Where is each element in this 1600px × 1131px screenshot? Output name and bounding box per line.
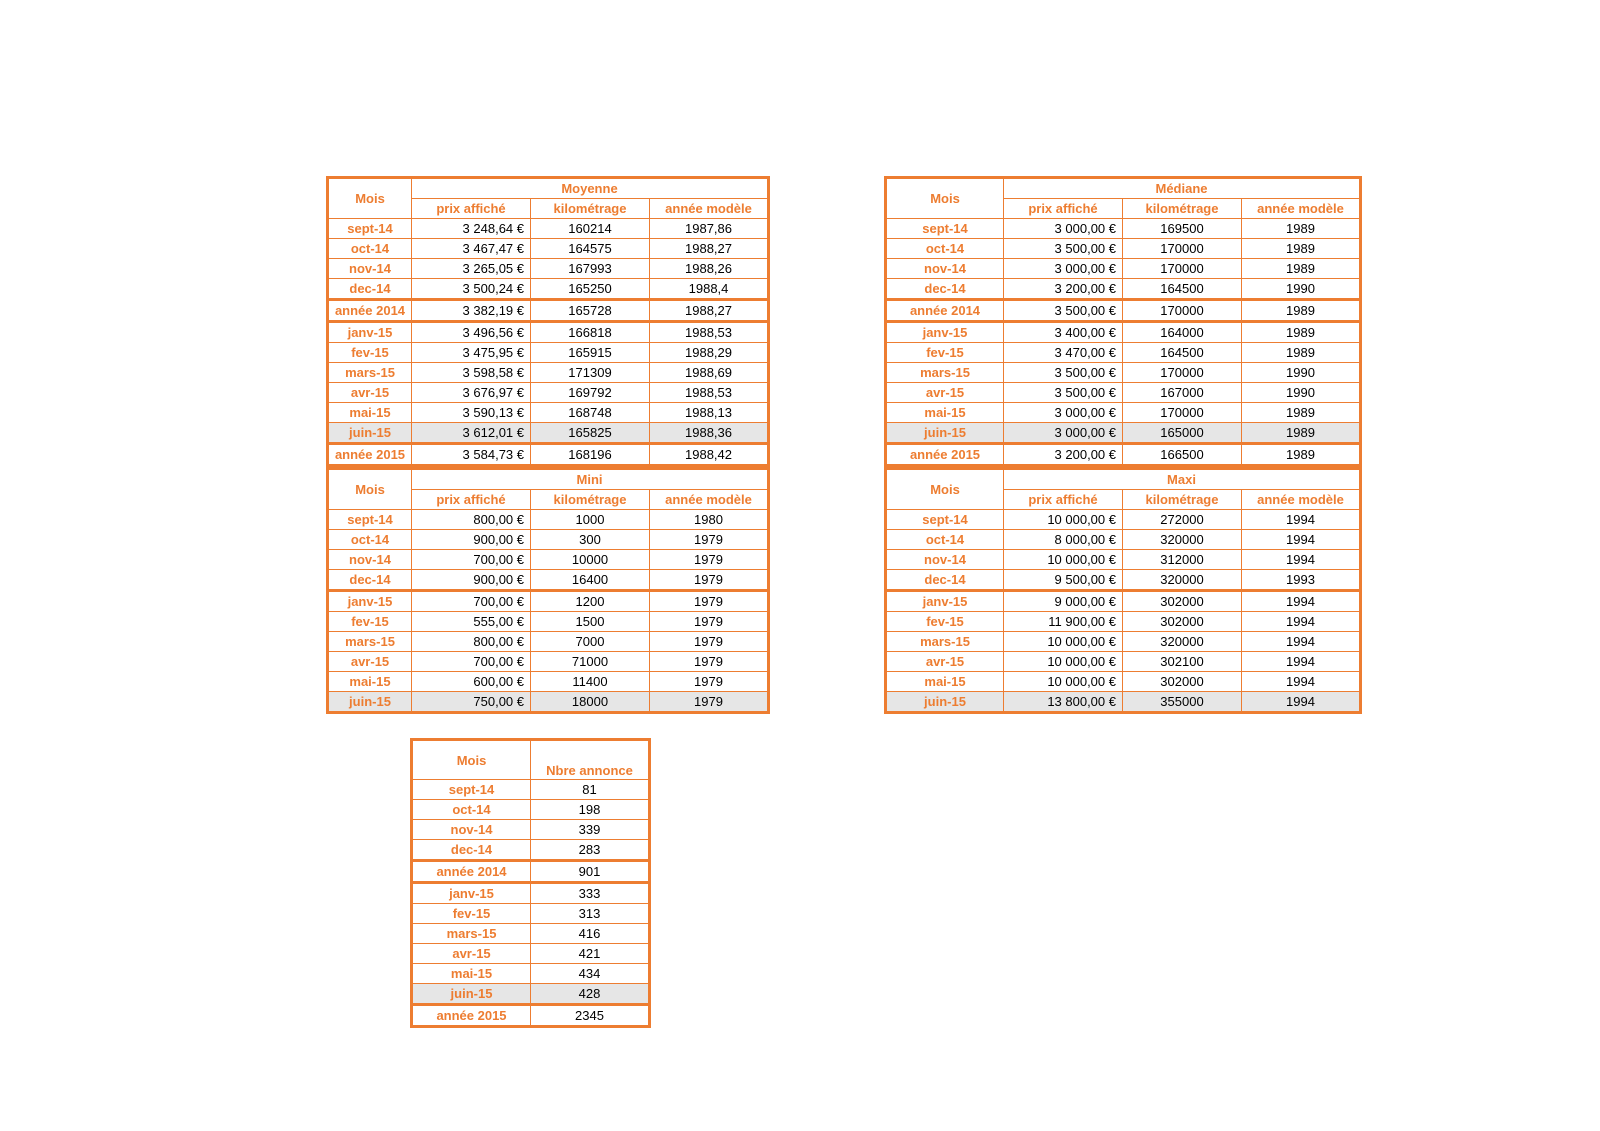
cell-prix: 10 000,00 € — [1004, 652, 1123, 672]
maxi-table — [884, 467, 1362, 714]
cell-km: 168748 — [531, 403, 650, 423]
cell-prix: 10 000,00 € — [1004, 632, 1123, 652]
cell-annee: 1988,27 — [650, 239, 769, 259]
cell-km: 71000 — [531, 652, 650, 672]
table-row — [886, 530, 1361, 550]
group-title: Médiane — [1004, 178, 1361, 199]
table-row — [328, 632, 769, 652]
col-header-km: kilométrage — [531, 490, 650, 510]
cell-prix: 3 590,13 € — [412, 403, 531, 423]
cell-nbre: 333 — [531, 883, 650, 904]
row-label-mois: juin-15 — [328, 692, 412, 713]
cell-prix: 3 000,00 € — [1004, 403, 1123, 423]
cell-nbre: 901 — [531, 861, 650, 883]
cell-nbre: 2345 — [531, 1005, 650, 1027]
row-label-mois: janv-15 — [886, 591, 1004, 612]
cell-prix: 9 500,00 € — [1004, 570, 1123, 591]
row-label-mois: avr-15 — [328, 383, 412, 403]
cell-prix: 3 598,58 € — [412, 363, 531, 383]
table-row — [886, 510, 1361, 530]
cell-annee: 1994 — [1242, 672, 1361, 692]
cell-nbre: 428 — [531, 984, 650, 1005]
cell-km: 320000 — [1123, 570, 1242, 591]
annonces-table — [410, 738, 651, 1028]
col-header-prix: prix affiché — [1004, 490, 1123, 510]
cell-km: 18000 — [531, 692, 650, 713]
col-header-annee: année modèle — [1242, 199, 1361, 219]
table-row — [412, 820, 650, 840]
table-row — [328, 403, 769, 423]
table-row — [886, 632, 1361, 652]
cell-annee: 1979 — [650, 692, 769, 713]
cell-prix: 750,00 € — [412, 692, 531, 713]
cell-annee: 1993 — [1242, 570, 1361, 591]
cell-annee: 1988,13 — [650, 403, 769, 423]
cell-km: 320000 — [1123, 632, 1242, 652]
table-row — [886, 322, 1361, 343]
cell-annee: 1990 — [1242, 383, 1361, 403]
cell-prix: 3 500,00 € — [1004, 300, 1123, 322]
row-label-mois: sept-14 — [886, 510, 1004, 530]
cell-prix: 3 200,00 € — [1004, 279, 1123, 300]
row-label-mois: fev-15 — [328, 612, 412, 632]
row-label-mois: année 2015 — [886, 444, 1004, 466]
row-label-mois: oct-14 — [412, 800, 531, 820]
group-title: Moyenne — [412, 178, 769, 199]
cell-prix: 900,00 € — [412, 530, 531, 550]
row-label-mois: juin-15 — [886, 692, 1004, 713]
cell-km: 170000 — [1123, 300, 1242, 322]
table-row — [412, 800, 650, 820]
cell-nbre: 283 — [531, 840, 650, 861]
cell-annee: 1979 — [650, 530, 769, 550]
table-row — [328, 550, 769, 570]
cell-km: 170000 — [1123, 403, 1242, 423]
table-row — [328, 259, 769, 279]
cell-prix: 800,00 € — [412, 510, 531, 530]
col-header-prix: prix affiché — [1004, 199, 1123, 219]
row-label-mois: mars-15 — [412, 924, 531, 944]
group-title: Maxi — [1004, 469, 1361, 490]
cell-annee: 1994 — [1242, 591, 1361, 612]
cell-prix: 3 470,00 € — [1004, 343, 1123, 363]
cell-prix: 3 500,00 € — [1004, 363, 1123, 383]
row-label-mois: mai-15 — [886, 672, 1004, 692]
cell-km: 169792 — [531, 383, 650, 403]
cell-km: 11400 — [531, 672, 650, 692]
col-header-prix: prix affiché — [412, 490, 531, 510]
table-row — [412, 883, 650, 904]
cell-annee: 1989 — [1242, 444, 1361, 466]
cell-annee: 1979 — [650, 672, 769, 692]
cell-prix: 700,00 € — [412, 652, 531, 672]
cell-annee: 1987,86 — [650, 219, 769, 239]
cell-prix: 3 265,05 € — [412, 259, 531, 279]
cell-km: 1500 — [531, 612, 650, 632]
table-row — [328, 612, 769, 632]
cell-km: 170000 — [1123, 239, 1242, 259]
table-row — [886, 363, 1361, 383]
cell-nbre: 313 — [531, 904, 650, 924]
cell-km: 165000 — [1123, 423, 1242, 444]
cell-prix: 3 500,24 € — [412, 279, 531, 300]
cell-km: 164500 — [1123, 343, 1242, 363]
cell-prix: 3 248,64 € — [412, 219, 531, 239]
cell-km: 165728 — [531, 300, 650, 322]
row-label-mois: avr-15 — [412, 944, 531, 964]
cell-km: 302100 — [1123, 652, 1242, 672]
col-header-km: kilométrage — [531, 199, 650, 219]
cell-annee: 1990 — [1242, 363, 1361, 383]
cell-prix: 800,00 € — [412, 632, 531, 652]
col-header-mois: Mois — [886, 178, 1004, 219]
cell-prix: 11 900,00 € — [1004, 612, 1123, 632]
row-label-mois: sept-14 — [328, 510, 412, 530]
cell-prix: 3 467,47 € — [412, 239, 531, 259]
cell-annee: 1979 — [650, 612, 769, 632]
cell-km: 320000 — [1123, 530, 1242, 550]
table-row — [886, 444, 1361, 466]
cell-nbre: 416 — [531, 924, 650, 944]
table-row — [328, 300, 769, 322]
cell-km: 165250 — [531, 279, 650, 300]
mediane-table — [884, 176, 1362, 467]
cell-prix: 3 200,00 € — [1004, 444, 1123, 466]
table-row — [412, 944, 650, 964]
cell-annee: 1988,53 — [650, 322, 769, 343]
cell-km: 1200 — [531, 591, 650, 612]
cell-km: 166500 — [1123, 444, 1242, 466]
cell-nbre: 81 — [531, 780, 650, 800]
table-row — [328, 279, 769, 300]
row-label-mois: année 2014 — [412, 861, 531, 883]
cell-prix: 10 000,00 € — [1004, 672, 1123, 692]
cell-annee: 1979 — [650, 632, 769, 652]
cell-annee: 1988,4 — [650, 279, 769, 300]
table-row — [328, 692, 769, 713]
table-row — [412, 924, 650, 944]
table-row — [886, 343, 1361, 363]
cell-annee: 1988,42 — [650, 444, 769, 466]
cell-annee: 1989 — [1242, 300, 1361, 322]
cell-km: 170000 — [1123, 259, 1242, 279]
table-row — [886, 239, 1361, 259]
cell-annee: 1979 — [650, 652, 769, 672]
row-label-mois: dec-14 — [886, 279, 1004, 300]
table-row — [328, 510, 769, 530]
table-row — [886, 279, 1361, 300]
cell-prix: 3 382,19 € — [412, 300, 531, 322]
col-header-annee: année modèle — [650, 490, 769, 510]
row-label-mois: année 2014 — [328, 300, 412, 322]
cell-annee: 1994 — [1242, 510, 1361, 530]
cell-km: 164000 — [1123, 322, 1242, 343]
row-label-mois: oct-14 — [328, 530, 412, 550]
row-label-mois: fev-15 — [886, 343, 1004, 363]
table-row — [886, 219, 1361, 239]
cell-km: 165825 — [531, 423, 650, 444]
col-header-mois: Mois — [886, 469, 1004, 510]
table-row — [886, 672, 1361, 692]
row-label-mois: sept-14 — [412, 780, 531, 800]
annonces-body — [412, 780, 650, 1027]
col-header-mois: Mois — [412, 740, 531, 780]
mini-table — [326, 467, 770, 714]
cell-prix: 700,00 € — [412, 550, 531, 570]
table-row — [328, 239, 769, 259]
row-label-mois: sept-14 — [328, 219, 412, 239]
table-row — [886, 550, 1361, 570]
col-header-mois: Mois — [328, 178, 412, 219]
cell-prix: 900,00 € — [412, 570, 531, 591]
table-row — [886, 300, 1361, 322]
table-row — [886, 403, 1361, 423]
moyenne-table — [326, 176, 770, 467]
row-label-mois: année 2015 — [412, 1005, 531, 1027]
row-label-mois: année 2015 — [328, 444, 412, 466]
row-label-mois: mars-15 — [328, 632, 412, 652]
cell-km: 165915 — [531, 343, 650, 363]
cell-prix: 3 000,00 € — [1004, 423, 1123, 444]
cell-annee: 1979 — [650, 591, 769, 612]
cell-annee: 1994 — [1242, 612, 1361, 632]
table-row — [328, 672, 769, 692]
table-row — [412, 984, 650, 1005]
row-label-mois: mai-15 — [886, 403, 1004, 423]
cell-km: 167000 — [1123, 383, 1242, 403]
row-label-mois: mars-15 — [886, 632, 1004, 652]
table-row — [886, 570, 1361, 591]
mediane-body — [886, 219, 1361, 466]
table-row — [412, 780, 650, 800]
cell-km: 171309 — [531, 363, 650, 383]
cell-annee: 1988,53 — [650, 383, 769, 403]
col-header-prix: prix affiché — [412, 199, 531, 219]
row-label-mois: janv-15 — [412, 883, 531, 904]
cell-prix: 3 612,01 € — [412, 423, 531, 444]
cell-km: 10000 — [531, 550, 650, 570]
table-row — [886, 692, 1361, 713]
cell-prix: 700,00 € — [412, 591, 531, 612]
row-label-mois: nov-14 — [886, 550, 1004, 570]
row-label-mois: sept-14 — [886, 219, 1004, 239]
row-label-mois: janv-15 — [328, 591, 412, 612]
cell-annee: 1990 — [1242, 279, 1361, 300]
table-row — [412, 840, 650, 861]
cell-km: 302000 — [1123, 591, 1242, 612]
row-label-mois: avr-15 — [886, 652, 1004, 672]
table-row — [412, 904, 650, 924]
table-row — [412, 861, 650, 883]
table-row — [412, 1005, 650, 1027]
cell-km: 302000 — [1123, 672, 1242, 692]
row-label-mois: fev-15 — [886, 612, 1004, 632]
moyenne-body — [328, 219, 769, 466]
cell-prix: 10 000,00 € — [1004, 550, 1123, 570]
cell-prix: 3 000,00 € — [1004, 219, 1123, 239]
table-row — [886, 612, 1361, 632]
cell-prix: 10 000,00 € — [1004, 510, 1123, 530]
cell-km: 167993 — [531, 259, 650, 279]
cell-annee: 1988,26 — [650, 259, 769, 279]
cell-nbre: 339 — [531, 820, 650, 840]
group-title: Mini — [412, 469, 769, 490]
row-label-mois: juin-15 — [412, 984, 531, 1005]
row-label-mois: fev-15 — [328, 343, 412, 363]
row-label-mois: oct-14 — [886, 239, 1004, 259]
row-label-mois: dec-14 — [328, 570, 412, 591]
table-row — [328, 570, 769, 591]
cell-annee: 1989 — [1242, 239, 1361, 259]
cell-km: 164500 — [1123, 279, 1242, 300]
table-row — [328, 591, 769, 612]
row-label-mois: année 2014 — [886, 300, 1004, 322]
cell-annee: 1989 — [1242, 322, 1361, 343]
cell-prix: 3 500,00 € — [1004, 383, 1123, 403]
cell-annee: 1989 — [1242, 219, 1361, 239]
cell-nbre: 434 — [531, 964, 650, 984]
cell-prix: 3 676,97 € — [412, 383, 531, 403]
table-row — [328, 530, 769, 550]
cell-km: 302000 — [1123, 612, 1242, 632]
row-label-mois: dec-14 — [886, 570, 1004, 591]
col-header-km: kilométrage — [1123, 199, 1242, 219]
cell-km: 355000 — [1123, 692, 1242, 713]
cell-nbre: 421 — [531, 944, 650, 964]
row-label-mois: mai-15 — [412, 964, 531, 984]
cell-annee: 1994 — [1242, 652, 1361, 672]
table-row — [328, 343, 769, 363]
row-label-mois: oct-14 — [886, 530, 1004, 550]
row-label-mois: janv-15 — [886, 322, 1004, 343]
table-row — [886, 652, 1361, 672]
cell-km: 160214 — [531, 219, 650, 239]
cell-annee: 1979 — [650, 570, 769, 591]
cell-annee: 1994 — [1242, 530, 1361, 550]
table-row — [328, 383, 769, 403]
table-row — [412, 964, 650, 984]
row-label-mois: dec-14 — [328, 279, 412, 300]
cell-prix: 3 475,95 € — [412, 343, 531, 363]
table-row — [886, 591, 1361, 612]
table-row — [328, 423, 769, 444]
cell-prix: 8 000,00 € — [1004, 530, 1123, 550]
cell-annee: 1980 — [650, 510, 769, 530]
row-label-mois: avr-15 — [328, 652, 412, 672]
cell-annee: 1994 — [1242, 632, 1361, 652]
cell-annee: 1988,29 — [650, 343, 769, 363]
cell-km: 164575 — [531, 239, 650, 259]
cell-annee: 1988,69 — [650, 363, 769, 383]
row-label-mois: juin-15 — [886, 423, 1004, 444]
cell-annee: 1979 — [650, 550, 769, 570]
cell-prix: 3 400,00 € — [1004, 322, 1123, 343]
cell-km: 272000 — [1123, 510, 1242, 530]
cell-prix: 3 584,73 € — [412, 444, 531, 466]
cell-prix: 3 500,00 € — [1004, 239, 1123, 259]
row-label-mois: nov-14 — [886, 259, 1004, 279]
table-row — [328, 322, 769, 343]
row-label-mois: nov-14 — [328, 550, 412, 570]
table-row — [886, 383, 1361, 403]
cell-annee: 1988,36 — [650, 423, 769, 444]
col-header-annee: année modèle — [1242, 490, 1361, 510]
maxi-body — [886, 510, 1361, 713]
cell-annee: 1989 — [1242, 259, 1361, 279]
cell-prix: 9 000,00 € — [1004, 591, 1123, 612]
cell-km: 16400 — [531, 570, 650, 591]
mini-body — [328, 510, 769, 713]
row-label-mois: nov-14 — [412, 820, 531, 840]
col-header-mois: Mois — [328, 469, 412, 510]
cell-prix: 555,00 € — [412, 612, 531, 632]
col-header-annee: année modèle — [650, 199, 769, 219]
cell-km: 312000 — [1123, 550, 1242, 570]
cell-annee: 1989 — [1242, 423, 1361, 444]
row-label-mois: dec-14 — [412, 840, 531, 861]
table-row — [328, 363, 769, 383]
table-row — [886, 259, 1361, 279]
row-label-mois: fev-15 — [412, 904, 531, 924]
cell-prix: 3 496,56 € — [412, 322, 531, 343]
cell-prix: 600,00 € — [412, 672, 531, 692]
cell-km: 1000 — [531, 510, 650, 530]
cell-nbre: 198 — [531, 800, 650, 820]
row-label-mois: mai-15 — [328, 672, 412, 692]
row-label-mois: oct-14 — [328, 239, 412, 259]
cell-annee: 1994 — [1242, 692, 1361, 713]
col-header-nbre: Nbre annonce — [531, 740, 650, 780]
row-label-mois: juin-15 — [328, 423, 412, 444]
row-label-mois: avr-15 — [886, 383, 1004, 403]
table-row — [886, 423, 1361, 444]
row-label-mois: mars-15 — [886, 363, 1004, 383]
cell-annee: 1989 — [1242, 343, 1361, 363]
table-row — [328, 219, 769, 239]
cell-prix: 3 000,00 € — [1004, 259, 1123, 279]
cell-km: 170000 — [1123, 363, 1242, 383]
cell-prix: 13 800,00 € — [1004, 692, 1123, 713]
cell-annee: 1989 — [1242, 403, 1361, 423]
table-row — [328, 444, 769, 466]
cell-annee: 1988,27 — [650, 300, 769, 322]
table-row — [328, 652, 769, 672]
cell-km: 166818 — [531, 322, 650, 343]
cell-km: 7000 — [531, 632, 650, 652]
cell-km: 300 — [531, 530, 650, 550]
row-label-mois: janv-15 — [328, 322, 412, 343]
cell-km: 168196 — [531, 444, 650, 466]
row-label-mois: nov-14 — [328, 259, 412, 279]
cell-km: 169500 — [1123, 219, 1242, 239]
col-header-km: kilométrage — [1123, 490, 1242, 510]
row-label-mois: mai-15 — [328, 403, 412, 423]
row-label-mois: mars-15 — [328, 363, 412, 383]
cell-annee: 1994 — [1242, 550, 1361, 570]
